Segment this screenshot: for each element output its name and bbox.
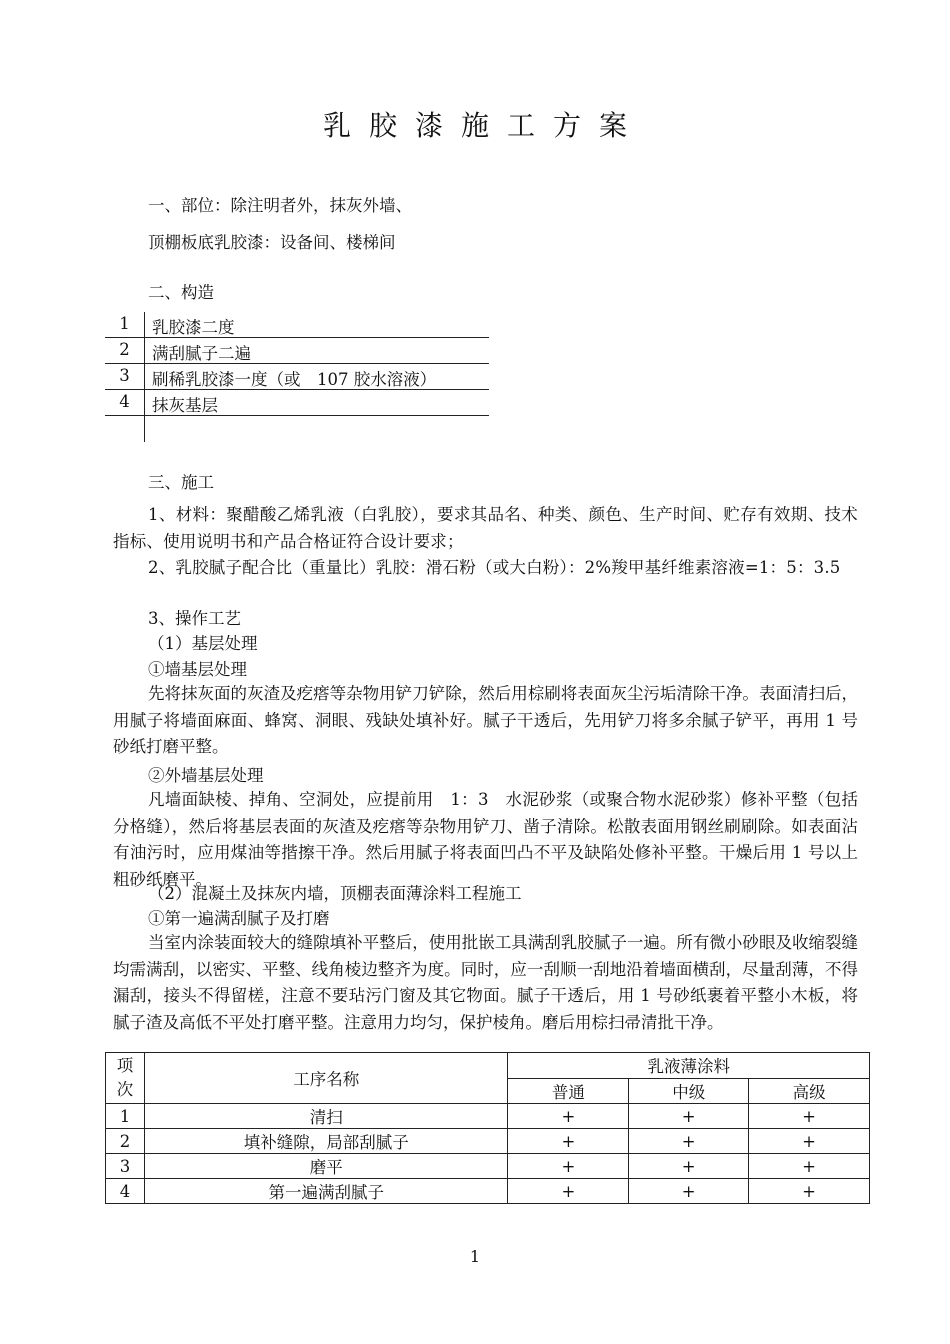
section-construction-heading: 三、施工 (148, 473, 214, 492)
paragraph-exterior-base: 凡墙面缺棱、掉角、空洞处，应提前用 1：3 水泥砂浆（或聚合物水泥砂浆）修补平整（包括分格缝），然后将基层表面的灰渣及疙瘩等杂物用铲刀、凿子清除。松散表面用钢丝刷刷除。如表面沾有油污时，应用煤油等揩擦干净。然后用腻子将表面凹凸不平及缺陷处修补平整。干燥后用 1 号以上粗砂纸磨平。 (113, 790, 858, 889)
row-mark: + (629, 1154, 749, 1179)
paragraph-first-coat: 当室内涂装面较大的缝隙填补平整后，使用批嵌工具满刮乳胶腻子一遍。所有微小砂眼及收缩裂缝均需满刮，以密实、平整、线角棱边整齐为度。同时，应一刮顺一刮地沿着墙面横刮，尽量刮薄，不得漏刮，接头不得留槎，注意不要玷污门窗及其它物面。腻子干透后，用 1 号砂纸裹着平整小木板，将腻子渣及高低不平处打磨平整。注意用力均匀，保护棱角。磨后用棕扫帚清批干净。 (113, 933, 858, 1032)
section-location-line1: 一、部位：除注明者外，抹灰外墙、 (148, 196, 412, 215)
section-structure-heading: 二、构造 (148, 283, 214, 302)
row-mark: + (629, 1129, 749, 1154)
row-mark: + (508, 1179, 629, 1204)
structure-row-number: 3 (119, 366, 130, 385)
header-grade-standard: 普通 (508, 1078, 629, 1104)
row-mark: + (508, 1104, 629, 1129)
structure-row-text: 刷稀乳胶漆一度（或 107 胶水溶液） (152, 370, 437, 389)
paragraph-mix-ratio: 2、乳胶腻子配合比（重量比）乳胶：滑石粉（或大白粉）：2%羧甲基纤维素溶液=1：5：3.5 (148, 558, 841, 577)
row-mark: + (629, 1179, 749, 1204)
structure-row (105, 390, 489, 416)
document-title: 乳胶漆施工方案 (322, 109, 645, 142)
header-process-name: 工序名称 (144, 1053, 507, 1104)
structure-row-text: 抹灰基层 (152, 396, 218, 415)
row-mark: + (749, 1129, 870, 1154)
row-mark: + (629, 1104, 749, 1129)
section-location-line2: 顶棚板底乳胶漆：设备间、楼梯间 (148, 233, 396, 252)
structure-row (105, 312, 489, 338)
heading-wall-base: ①墙基层处理 (148, 660, 247, 679)
structure-row-text: 满刮腻子二遍 (152, 344, 251, 363)
structure-row-number: 1 (119, 314, 130, 333)
heading-first-coat: ①第一遍满刮腻子及打磨 (148, 909, 330, 928)
page-number: 1 (469, 1247, 481, 1266)
structure-row-number: 2 (119, 340, 130, 359)
table-row (106, 1154, 870, 1179)
table-row (106, 1104, 870, 1129)
paragraph-materials: 1、材料：聚醋酸乙烯乳液（白乳胶），要求其品名、种类、颜色、生产时间、贮存有效期、技术指标、使用说明书和产品合格证符合设计要求； (113, 505, 858, 551)
heading-process: 3、操作工艺 (148, 609, 241, 628)
row-number: 1 (106, 1104, 145, 1129)
structure-row-text: 乳胶漆二度 (152, 318, 235, 337)
row-process-name: 填补缝隙，局部刮腻子 (144, 1129, 507, 1154)
row-process-name: 磨平 (144, 1154, 507, 1179)
header-grade-medium: 中级 (629, 1078, 749, 1104)
paragraph-wall-base: 先将抹灰面的灰渣及疙瘩等杂物用铲刀铲除，然后用棕刷将表面灰尘污垢清除干净。表面清扫后，用腻子将墙面麻面、蜂窝、洞眼、残缺处填补好。腻子干透后，先用铲刀将多余腻子铲平，再用 1 号砂纸打磨平整。 (113, 684, 858, 756)
structure-row (105, 416, 489, 442)
row-mark: + (508, 1129, 629, 1154)
structure-row (105, 364, 489, 390)
row-mark: + (749, 1179, 870, 1204)
heading-base-treatment: （1）基层处理 (148, 634, 258, 653)
structure-row (105, 338, 489, 364)
table-row (106, 1129, 870, 1154)
row-number: 2 (106, 1129, 145, 1154)
table-row (106, 1179, 870, 1204)
structure-row-number: 4 (119, 392, 130, 411)
heading-concrete-interior: （2）混凝土及抹灰内墙，顶棚表面薄涂料工程施工 (148, 884, 522, 903)
process-table (105, 1052, 870, 1204)
row-mark: + (508, 1154, 629, 1179)
structure-table (105, 312, 489, 442)
row-mark: + (749, 1154, 870, 1179)
row-number: 3 (106, 1154, 145, 1179)
header-item-number: 项次 (106, 1053, 145, 1104)
row-mark: + (749, 1104, 870, 1129)
row-process-name: 第一遍满刮腻子 (144, 1179, 507, 1204)
row-number: 4 (106, 1179, 145, 1204)
header-grade-high: 高级 (749, 1078, 870, 1104)
header-coating-group: 乳液薄涂料 (508, 1053, 870, 1079)
heading-exterior-base: ②外墙基层处理 (148, 766, 264, 785)
row-process-name: 清扫 (144, 1104, 507, 1129)
